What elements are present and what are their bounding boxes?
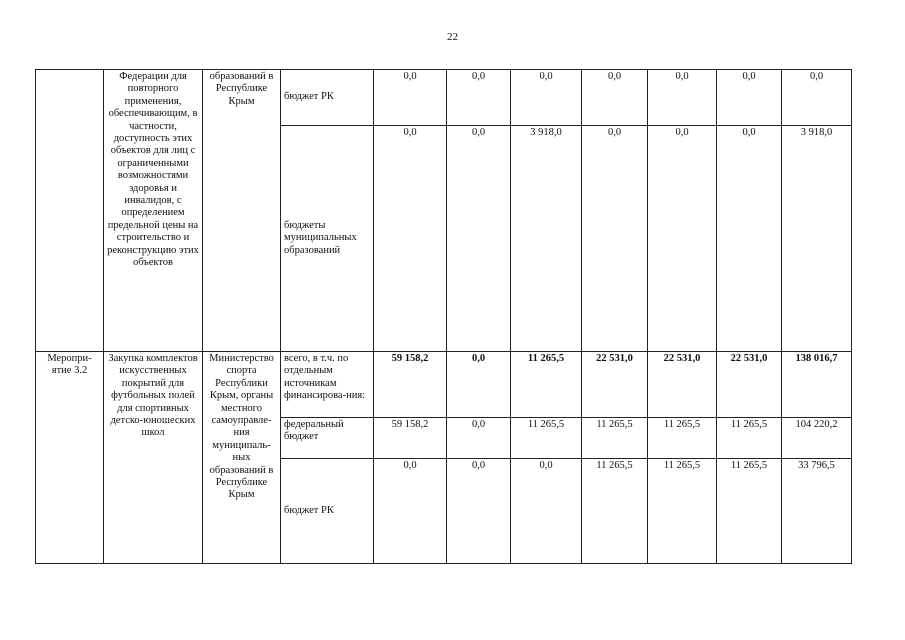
value-cell: 59 158,2 [374, 352, 447, 418]
value-cell: 0,0 [717, 126, 782, 352]
value-cell: 0,0 [648, 70, 717, 126]
measure-description: Федерации для повторного применения, обеспечивающим, в частности, доступность этих объектов для лиц с ограниченными возможностями здоровья и инвалидов, с определением предельной цены на строительство и реконструкцию этих объектов [104, 70, 203, 352]
executor-cell: Министерство спорта Республики Крым, органы местного самоуправле-ния муниципаль-ных образований в Республике Крым [203, 352, 281, 564]
financing-table [35, 69, 852, 564]
value-cell: 0,0 [447, 459, 511, 564]
value-cell: 0,0 [582, 126, 648, 352]
total-cell: 138 016,7 [782, 352, 852, 418]
value-cell: 0,0 [648, 126, 717, 352]
total-cell: 104 220,2 [782, 418, 852, 459]
value-cell: 59 158,2 [374, 418, 447, 459]
value-cell: 0,0 [374, 126, 447, 352]
value-cell: 0,0 [511, 459, 582, 564]
value-cell: 11 265,5 [582, 418, 648, 459]
value-cell: 22 531,0 [648, 352, 717, 418]
funding-source: бюджеты муниципальных образований [281, 126, 374, 352]
value-cell: 0,0 [447, 352, 511, 418]
total-cell: 33 796,5 [782, 459, 852, 564]
value-cell: 0,0 [447, 70, 511, 126]
value-cell: 3 918,0 [511, 126, 582, 352]
value-cell: 11 265,5 [511, 418, 582, 459]
value-cell: 0,0 [717, 70, 782, 126]
page-number: 22 [447, 31, 458, 43]
value-cell: 0,0 [374, 70, 447, 126]
value-cell: 11 265,5 [648, 459, 717, 564]
value-cell: 0,0 [447, 418, 511, 459]
total-cell: 3 918,0 [782, 126, 852, 352]
funding-source: всего, в т.ч. по отдельным источникам финансирова-ния: [281, 352, 374, 418]
value-cell: 0,0 [511, 70, 582, 126]
executor-cell: образований в Республике Крым [203, 70, 281, 352]
value-cell: 11 265,5 [717, 418, 782, 459]
measure-number: Меропри-ятие 3.2 [36, 352, 104, 564]
measure-description: Закупка комплектов искусственных покрытий для футбольных полей для спортивных детско-юношеских школ [104, 352, 203, 564]
table-row [36, 352, 852, 418]
value-cell: 11 265,5 [717, 459, 782, 564]
total-cell: 0,0 [782, 70, 852, 126]
funding-source: федеральный бюджет [281, 418, 374, 459]
funding-source: бюджет РК [281, 459, 374, 564]
value-cell: 22 531,0 [582, 352, 648, 418]
value-cell: 11 265,5 [648, 418, 717, 459]
value-cell: 11 265,5 [511, 352, 582, 418]
value-cell: 0,0 [374, 459, 447, 564]
value-cell: 0,0 [447, 126, 511, 352]
table-row [36, 70, 852, 126]
value-cell: 0,0 [582, 70, 648, 126]
measure-cell-empty [36, 70, 104, 352]
value-cell: 22 531,0 [717, 352, 782, 418]
funding-source: бюджет РК [281, 70, 374, 126]
value-cell: 11 265,5 [582, 459, 648, 564]
